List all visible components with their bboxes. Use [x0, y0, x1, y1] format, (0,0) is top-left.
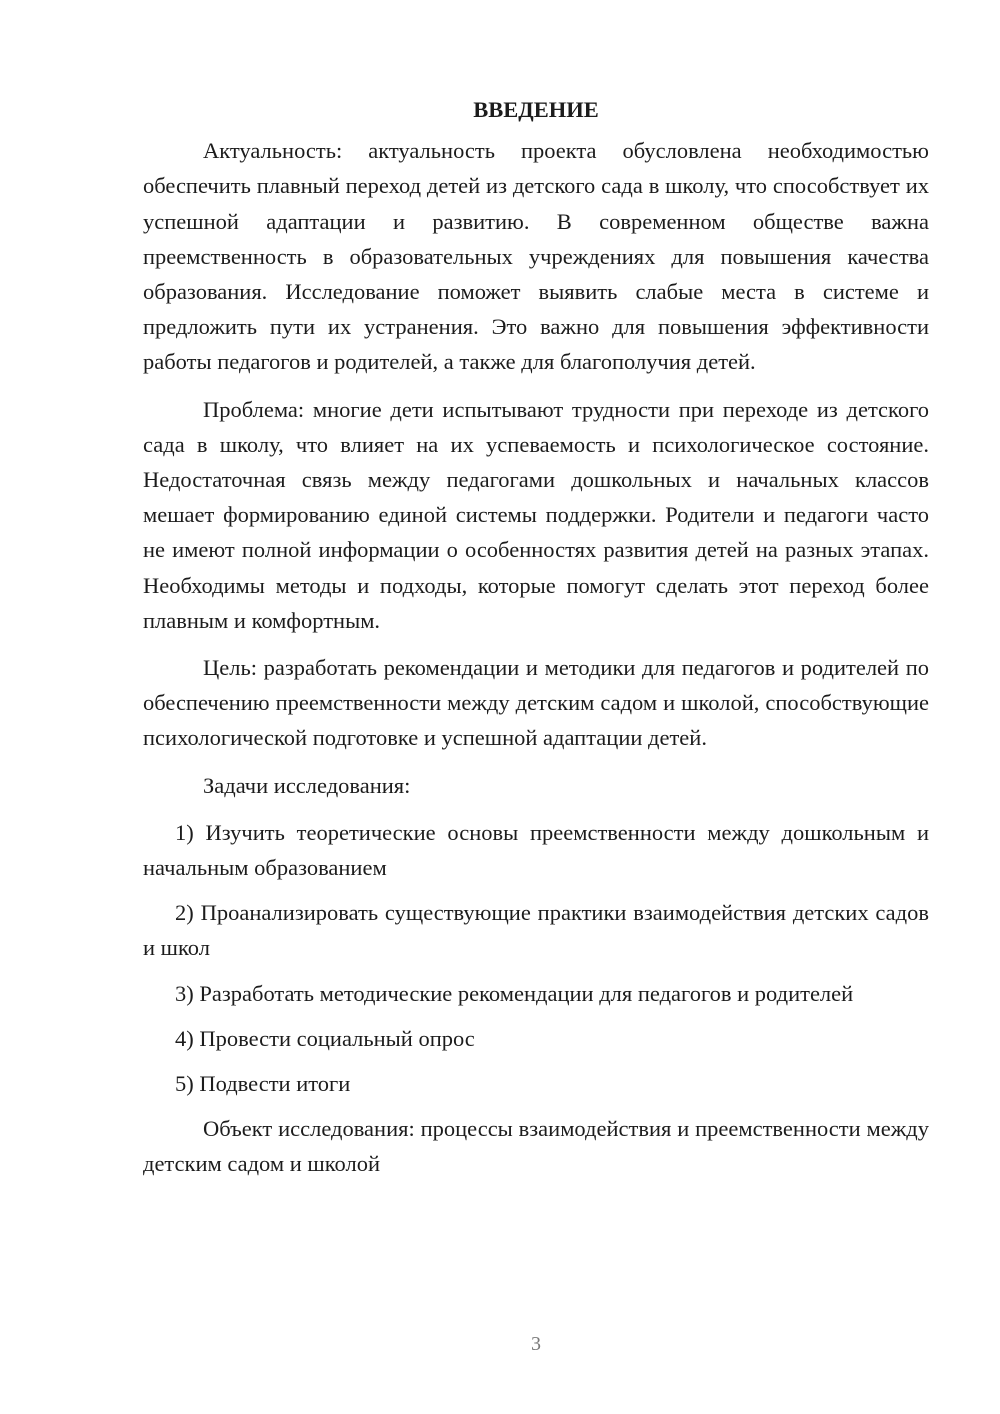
task-item-3: 3) Разработать методические рекомендации для педагогов и родителей: [175, 980, 854, 1006]
paragraph-goal: Цель: разработать рекомендации и методики для педагогов и родителей по обеспечению преемственности между детским садом и школой, способствующие психологической подготовке и успешной адаптации детей.: [143, 655, 929, 751]
task-item-5: 5) Подвести итоги: [175, 1071, 351, 1097]
task-item-1: 1) Изучить теоретические основы преемственности между дошкольным и начальным образованием: [143, 819, 929, 881]
paragraph-object: Объект исследования: процессы взаимодействия и преемственности между детским садом и школой: [143, 1116, 929, 1177]
task-item-2: 2) Проанализировать существующие практики взаимодействия детских садов и школ: [143, 900, 929, 961]
paragraph-relevance: Актуальность: актуальность проекта обусловлена необходимостью обеспечить плавный переход детей из детского сада в школу, что способствует их успешной адаптации и развитию. В современном обществе важна преемственность в образовательных учреждениях для повышения качества образования. Исследование поможет выявить слабые места в системе и предложить пути их устранения. Это важно для повышения эффективности работы педагогов и родителей, а также для благополучия детей.: [143, 138, 929, 375]
task-item-4: 4) Провести социальный опрос: [175, 1025, 475, 1051]
document-body: [143, 92, 929, 1194]
section-title: ВВЕДЕНИЕ: [473, 97, 599, 122]
tasks-heading: Задачи исследования:: [203, 772, 411, 798]
page-number: 3: [531, 1333, 541, 1355]
paragraph-problem: Проблема: многие дети испытывают трудности при переходе из детского сада в школу, что влияет на их успеваемость и психологическое состояние. Недостаточная связь между педагогами дошкольных и начальных классов мешает формированию единой системы поддержки. Родители и педагоги часто не имеют полной информации о особенностях развития детей на разных этапах. Необходимы методы и подходы, которые помогут сделать этот переход более плавным и комфортным.: [143, 396, 929, 633]
